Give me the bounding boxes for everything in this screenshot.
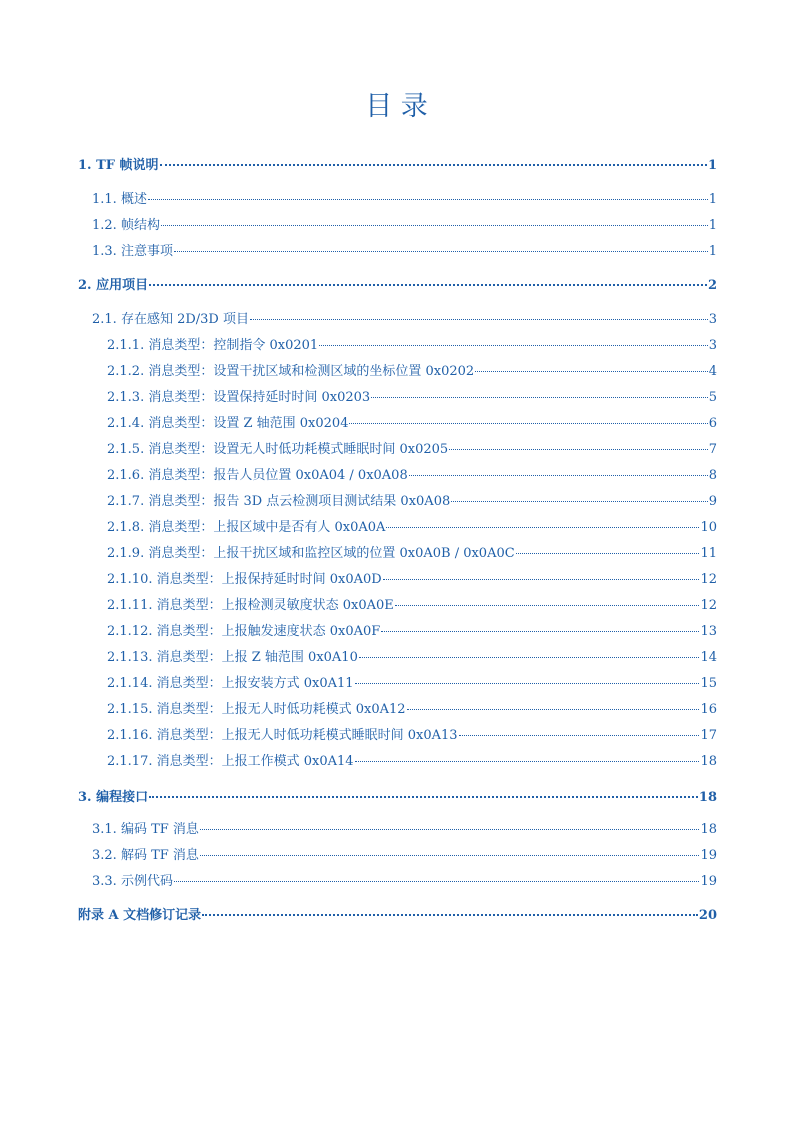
dot-leader (371, 397, 708, 398)
dot-leader (349, 423, 707, 424)
toc-entry[interactable] (107, 646, 717, 665)
toc-entry[interactable] (107, 334, 717, 353)
toc-entry-page-number: 12 (700, 572, 717, 587)
toc-entry-page-number: 9 (708, 494, 717, 509)
toc-entry[interactable] (78, 786, 717, 805)
toc-entry-label: 3.2. 解码 TF 消息 (92, 848, 199, 863)
dot-leader (200, 829, 700, 830)
toc-entry-page-number: 12 (700, 598, 717, 613)
toc-entry-label: 2.1.11. 消息类型：上报检测灵敏度状态 0x0A0E (107, 598, 394, 613)
toc-entry-page-number: 1 (708, 244, 717, 259)
toc-entry-page-number: 19 (700, 874, 717, 889)
toc-entry-page-number: 20 (698, 908, 717, 923)
dot-leader (459, 735, 700, 736)
toc-entry[interactable] (78, 274, 717, 293)
toc-entry[interactable] (107, 672, 717, 691)
toc-entry-page-number: 10 (700, 520, 717, 535)
toc-entry-page-number: 18 (700, 822, 717, 837)
toc-entry-label: 2.1.4. 消息类型：设置 Z 轴范围 0x0204 (107, 416, 349, 431)
page-title: 目 录 (365, 91, 428, 122)
toc-entry-page-number: 17 (700, 728, 717, 743)
toc-entry-label: 2.1.8. 消息类型：上报区域中是否有人 0x0A0A (107, 520, 386, 535)
toc-entry-label: 2. 应用项目 (78, 278, 149, 293)
toc-entry-label: 3.1. 编码 TF 消息 (92, 822, 199, 837)
toc-entry-page-number: 18 (700, 754, 717, 769)
toc-entry[interactable] (92, 240, 717, 259)
dot-leader (407, 709, 700, 710)
dot-leader (149, 796, 698, 798)
toc-entry[interactable] (107, 516, 717, 535)
toc-entry[interactable] (107, 464, 717, 483)
dot-leader (516, 553, 700, 554)
toc-entry-label: 2.1.2. 消息类型：设置干扰区域和检测区域的坐标位置 0x0202 (107, 364, 475, 379)
toc-entry-page-number: 19 (700, 848, 717, 863)
toc-entry-label: 2.1.1. 消息类型：控制指令 0x0201 (107, 338, 319, 353)
toc-entry[interactable] (92, 188, 717, 207)
toc-entry-page-number: 1 (708, 192, 717, 207)
toc-entry-label: 2.1.9. 消息类型：上报干扰区域和监控区域的位置 0x0A0B / 0x0A0C (107, 546, 515, 561)
toc-entry[interactable] (107, 412, 717, 431)
toc-entry[interactable] (92, 844, 717, 863)
toc-entry-page-number: 3 (708, 312, 717, 327)
toc-entry[interactable] (78, 154, 717, 173)
toc-entry-label: 2.1.7. 消息类型：报告 3D 点云检测项目测试结果 0x0A08 (107, 494, 451, 509)
toc-entry[interactable] (107, 360, 717, 379)
dot-leader (409, 475, 708, 476)
dot-leader (386, 527, 699, 528)
toc-entry-label: 3.3. 示例代码 (92, 874, 173, 889)
dot-leader (383, 579, 700, 580)
toc-entry[interactable] (107, 568, 717, 587)
toc-entry-label: 1.2. 帧结构 (92, 218, 160, 233)
dot-leader (174, 881, 700, 882)
toc-entry-page-number: 13 (700, 624, 717, 639)
toc-entry-page-number: 15 (700, 676, 717, 691)
toc-entry-page-number: 2 (707, 278, 717, 293)
dot-leader (395, 605, 700, 606)
dot-leader (359, 657, 700, 658)
toc-entry-page-number: 3 (708, 338, 717, 353)
dot-leader (250, 319, 708, 320)
dot-leader (161, 225, 708, 226)
toc-entry-label: 3. 编程接口 (78, 790, 149, 805)
toc-entry-page-number: 16 (700, 702, 717, 717)
dot-leader (202, 914, 698, 916)
toc-entry-label: 2.1.3. 消息类型：设置保持延时时间 0x0203 (107, 390, 371, 405)
toc-entry[interactable] (107, 386, 717, 405)
toc-entry[interactable] (92, 308, 717, 327)
dot-leader (355, 683, 700, 684)
toc-entry-page-number: 5 (708, 390, 717, 405)
toc-entry[interactable] (78, 904, 717, 923)
dot-leader (174, 251, 708, 252)
toc-entry[interactable] (107, 542, 717, 561)
toc-entry-label: 2.1. 存在感知 2D/3D 项目 (92, 312, 249, 327)
toc-entry[interactable] (107, 724, 717, 743)
toc-entry[interactable] (92, 214, 717, 233)
toc-entry-label: 2.1.17. 消息类型：上报工作模式 0x0A14 (107, 754, 354, 769)
dot-leader (200, 855, 700, 856)
toc-entry-label: 1. TF 帧说明 (78, 158, 159, 173)
toc-entry[interactable] (107, 490, 717, 509)
toc-entry[interactable] (92, 818, 717, 837)
toc-entry-page-number: 1 (708, 218, 717, 233)
toc-entry[interactable] (107, 698, 717, 717)
dot-leader (148, 199, 708, 200)
dot-leader (149, 284, 707, 286)
toc-entry-page-number: 1 (707, 158, 717, 173)
toc-entry-page-number: 8 (708, 468, 717, 483)
toc-entry[interactable] (107, 750, 717, 769)
toc-entry-label: 2.1.16. 消息类型：上报无人时低功耗模式睡眠时间 0x0A13 (107, 728, 458, 743)
toc-entry-label: 2.1.10. 消息类型：上报保持延时时间 0x0A0D (107, 572, 382, 587)
toc-entry-page-number: 18 (698, 790, 717, 805)
dot-leader (319, 345, 708, 346)
toc-entry-page-number: 4 (708, 364, 717, 379)
toc-entry-label: 1.3. 注意事项 (92, 244, 173, 259)
dot-leader (451, 501, 707, 502)
toc-entry-page-number: 7 (708, 442, 717, 457)
dot-leader (449, 449, 708, 450)
dot-leader (160, 164, 707, 166)
toc-entry-label: 2.1.5. 消息类型：设置无人时低功耗模式睡眠时间 0x0205 (107, 442, 449, 457)
toc-entry[interactable] (107, 438, 717, 457)
toc-entry-label: 2.1.14. 消息类型：上报安装方式 0x0A11 (107, 676, 354, 691)
toc-entry-label: 2.1.15. 消息类型：上报无人时低功耗模式 0x0A12 (107, 702, 406, 717)
toc-entry-label: 1.1. 概述 (92, 192, 147, 207)
toc-entry[interactable] (107, 594, 717, 613)
toc-entry-page-number: 14 (700, 650, 717, 665)
toc-entry-page-number: 6 (708, 416, 717, 431)
toc-entry-label: 附录 A 文档修订记录 (78, 908, 202, 923)
dot-leader (355, 761, 700, 762)
toc-entry[interactable] (107, 620, 717, 639)
toc-entry-label: 2.1.6. 消息类型：报告人员位置 0x0A04 / 0x0A08 (107, 468, 408, 483)
toc-entry-label: 2.1.12. 消息类型：上报触发速度状态 0x0A0F (107, 624, 381, 639)
toc-entry-page-number: 11 (700, 546, 717, 561)
dot-leader (381, 631, 699, 632)
toc-entry[interactable] (92, 870, 717, 889)
dot-leader (475, 371, 708, 372)
toc-entry-label: 2.1.13. 消息类型：上报 Z 轴范围 0x0A10 (107, 650, 358, 665)
